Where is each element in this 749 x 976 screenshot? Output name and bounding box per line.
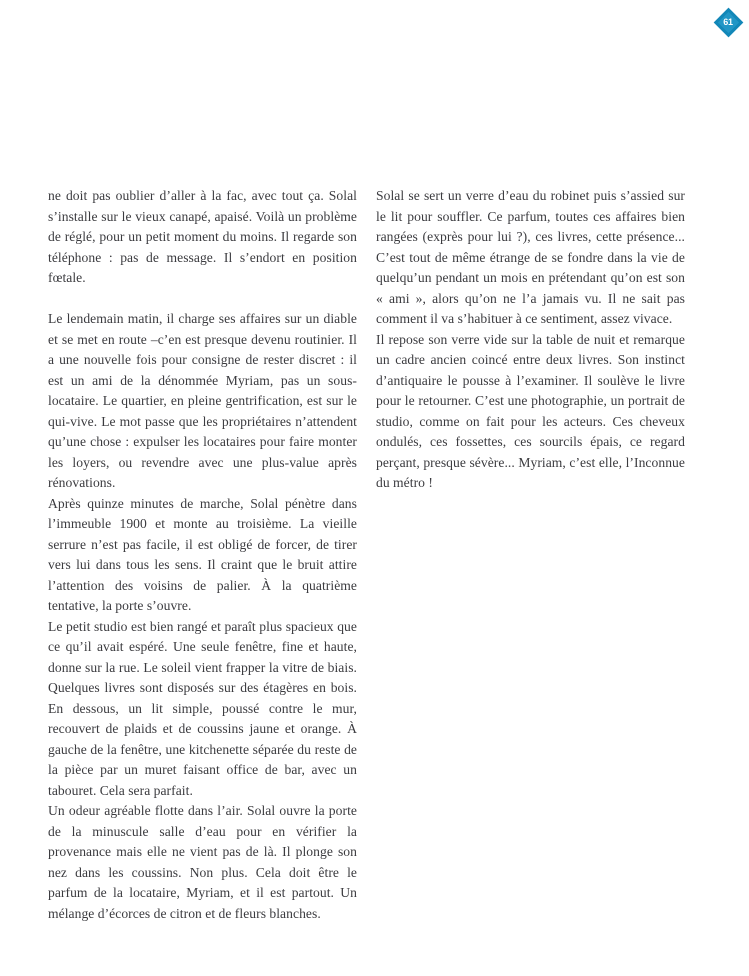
page-number-badge: [713, 7, 743, 37]
paragraph: Après quinze minutes de marche, Solal pénètre dans l’immeuble 1900 et monte au troisième. La vieille serrure n’est pas facile, il est obligé de forcer, de tirer vers lui dans tous les sens. Il craint que le bruit attire l’attention des voisins de palier. À la quatrième tentative, la porte s’ouvre.: [48, 495, 357, 613]
page-number-label: 61: [723, 16, 733, 27]
text-column-right: [376, 186, 685, 494]
paragraph: Il repose son verre vide sur la table de nuit et remarque un cadre ancien coincé entre deux livres. Son instinct d’antiquaire le pousse à l’examiner. Il soulève le livre pour le retourner. C’est une photographie, un portrait de studio, comme on fait pour les acteurs. Ces cheveux ondulés, ces fossettes, ces sourcils épais, ce regard perçant, presque sévère... Myriam, c’est elle, l’Inconnue du métro !: [376, 331, 685, 490]
paragraph: Solal se sert un verre d’eau du robinet puis s’assied sur le lit pour souffler. Ce parfum, toutes ces affaires bien rangées (exprès pour lui ?), ces livres, cette présence... C’est tout de même étrange de se fondre dans la vie de quelqu’un pendant un mois en prétendant qu’on est son « ami », alors qu’on ne l’a jamais vu. Il ne sait pas comment il va s’habituer à ce sentiment, assez vivace.: [376, 188, 685, 326]
paragraph: Le petit studio est bien rangé et paraît plus spacieux que ce qu’il avait espéré. Une seule fenêtre, fine et haute, donne sur la rue. Le soleil vient frapper la vitre de biais. Quelques livres sont disposés sur des étagères en bois. En dessous, un lit simple, poussé contre le mur, recouvert de plaids et de coussins jaune et orange. À gauche de la fenêtre, une kitchenette séparée du reste de la pièce par un muret faisant office de bar, avec un tabouret. Cela sera parfait.: [48, 618, 357, 798]
paragraph: Un odeur agréable flotte dans l’air. Solal ouvre la porte de la minuscule salle d’eau pour en vérifier la provenance mais elle ne vient pas de là. Il plonge son nez dans les coussins. Non plus. Cela doit être le parfum de la locataire, Myriam, et il est partout. Un mélange d’écorces de citron et de fleurs blanches.: [48, 803, 357, 921]
paragraph: ne doit pas oublier d’aller à la fac, avec tout ça. Solal s’installe sur le vieux canapé, apaisé. Voilà un problème de réglé, pour un petit moment du moins. Il regarde son téléphone : pas de message. Il s’endort en position fœtale.: [48, 188, 357, 285]
text-column-left: [48, 186, 357, 924]
paragraph: Le lendemain matin, il charge ses affaires sur un diable et se met en route –c’en est presque devenu routinier. Il a une nouvelle fois pour consigne de rester discret : il est un ami de la dénommée Myriam, pas un sous-locataire. Le quartier, en pleine gentrification, est sur le qui-vive. Le mot passe que les propriétaires n’attendent qu’une chose : expulser les locataires pour faire monter les loyers, ou revendre avec une plus-value après rénovations.: [48, 311, 357, 490]
page-text-body: [48, 186, 685, 976]
